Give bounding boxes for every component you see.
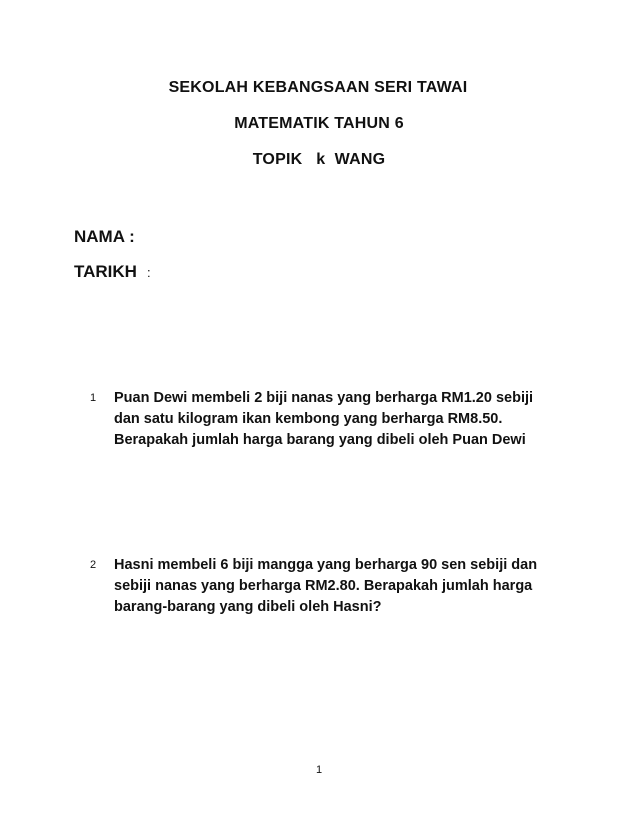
date-field [74,262,151,282]
topic-title [0,151,638,169]
school-title: SEKOLAH KEBANGSAAN SERI TAWAI [168,79,468,96]
question-text [114,388,574,451]
question-text [114,555,574,618]
subject-title: MATEMATIK TAHUN 6 [234,115,404,132]
question-number: 1 [90,392,97,404]
question-number: 2 [90,559,97,571]
name-field-label: NAMA : [74,227,135,246]
date-field-colon: : [146,265,151,280]
question-line: sebiji nanas yang berharga RM2.80. Berapakah jumlah harga [114,578,533,594]
topic-text: TOPIK k WANG [252,151,386,168]
question-line: Hasni membeli 6 biji mangga yang berharga 90 sen sebiji dan [114,557,538,573]
question-line: Berapakah jumlah harga barang yang dibeli oleh Puan Dewi [114,432,526,448]
question-line: Puan Dewi membeli 2 biji nanas yang berharga RM1.20 sebiji [114,390,534,406]
page-number: 1 [315,764,323,776]
date-field-label: TARIKH [74,262,137,281]
question-line: dan satu kilogram ikan kembong yang berharga RM8.50. [114,411,503,427]
question-line: barang-barang yang dibeli oleh Hasni? [114,599,382,615]
